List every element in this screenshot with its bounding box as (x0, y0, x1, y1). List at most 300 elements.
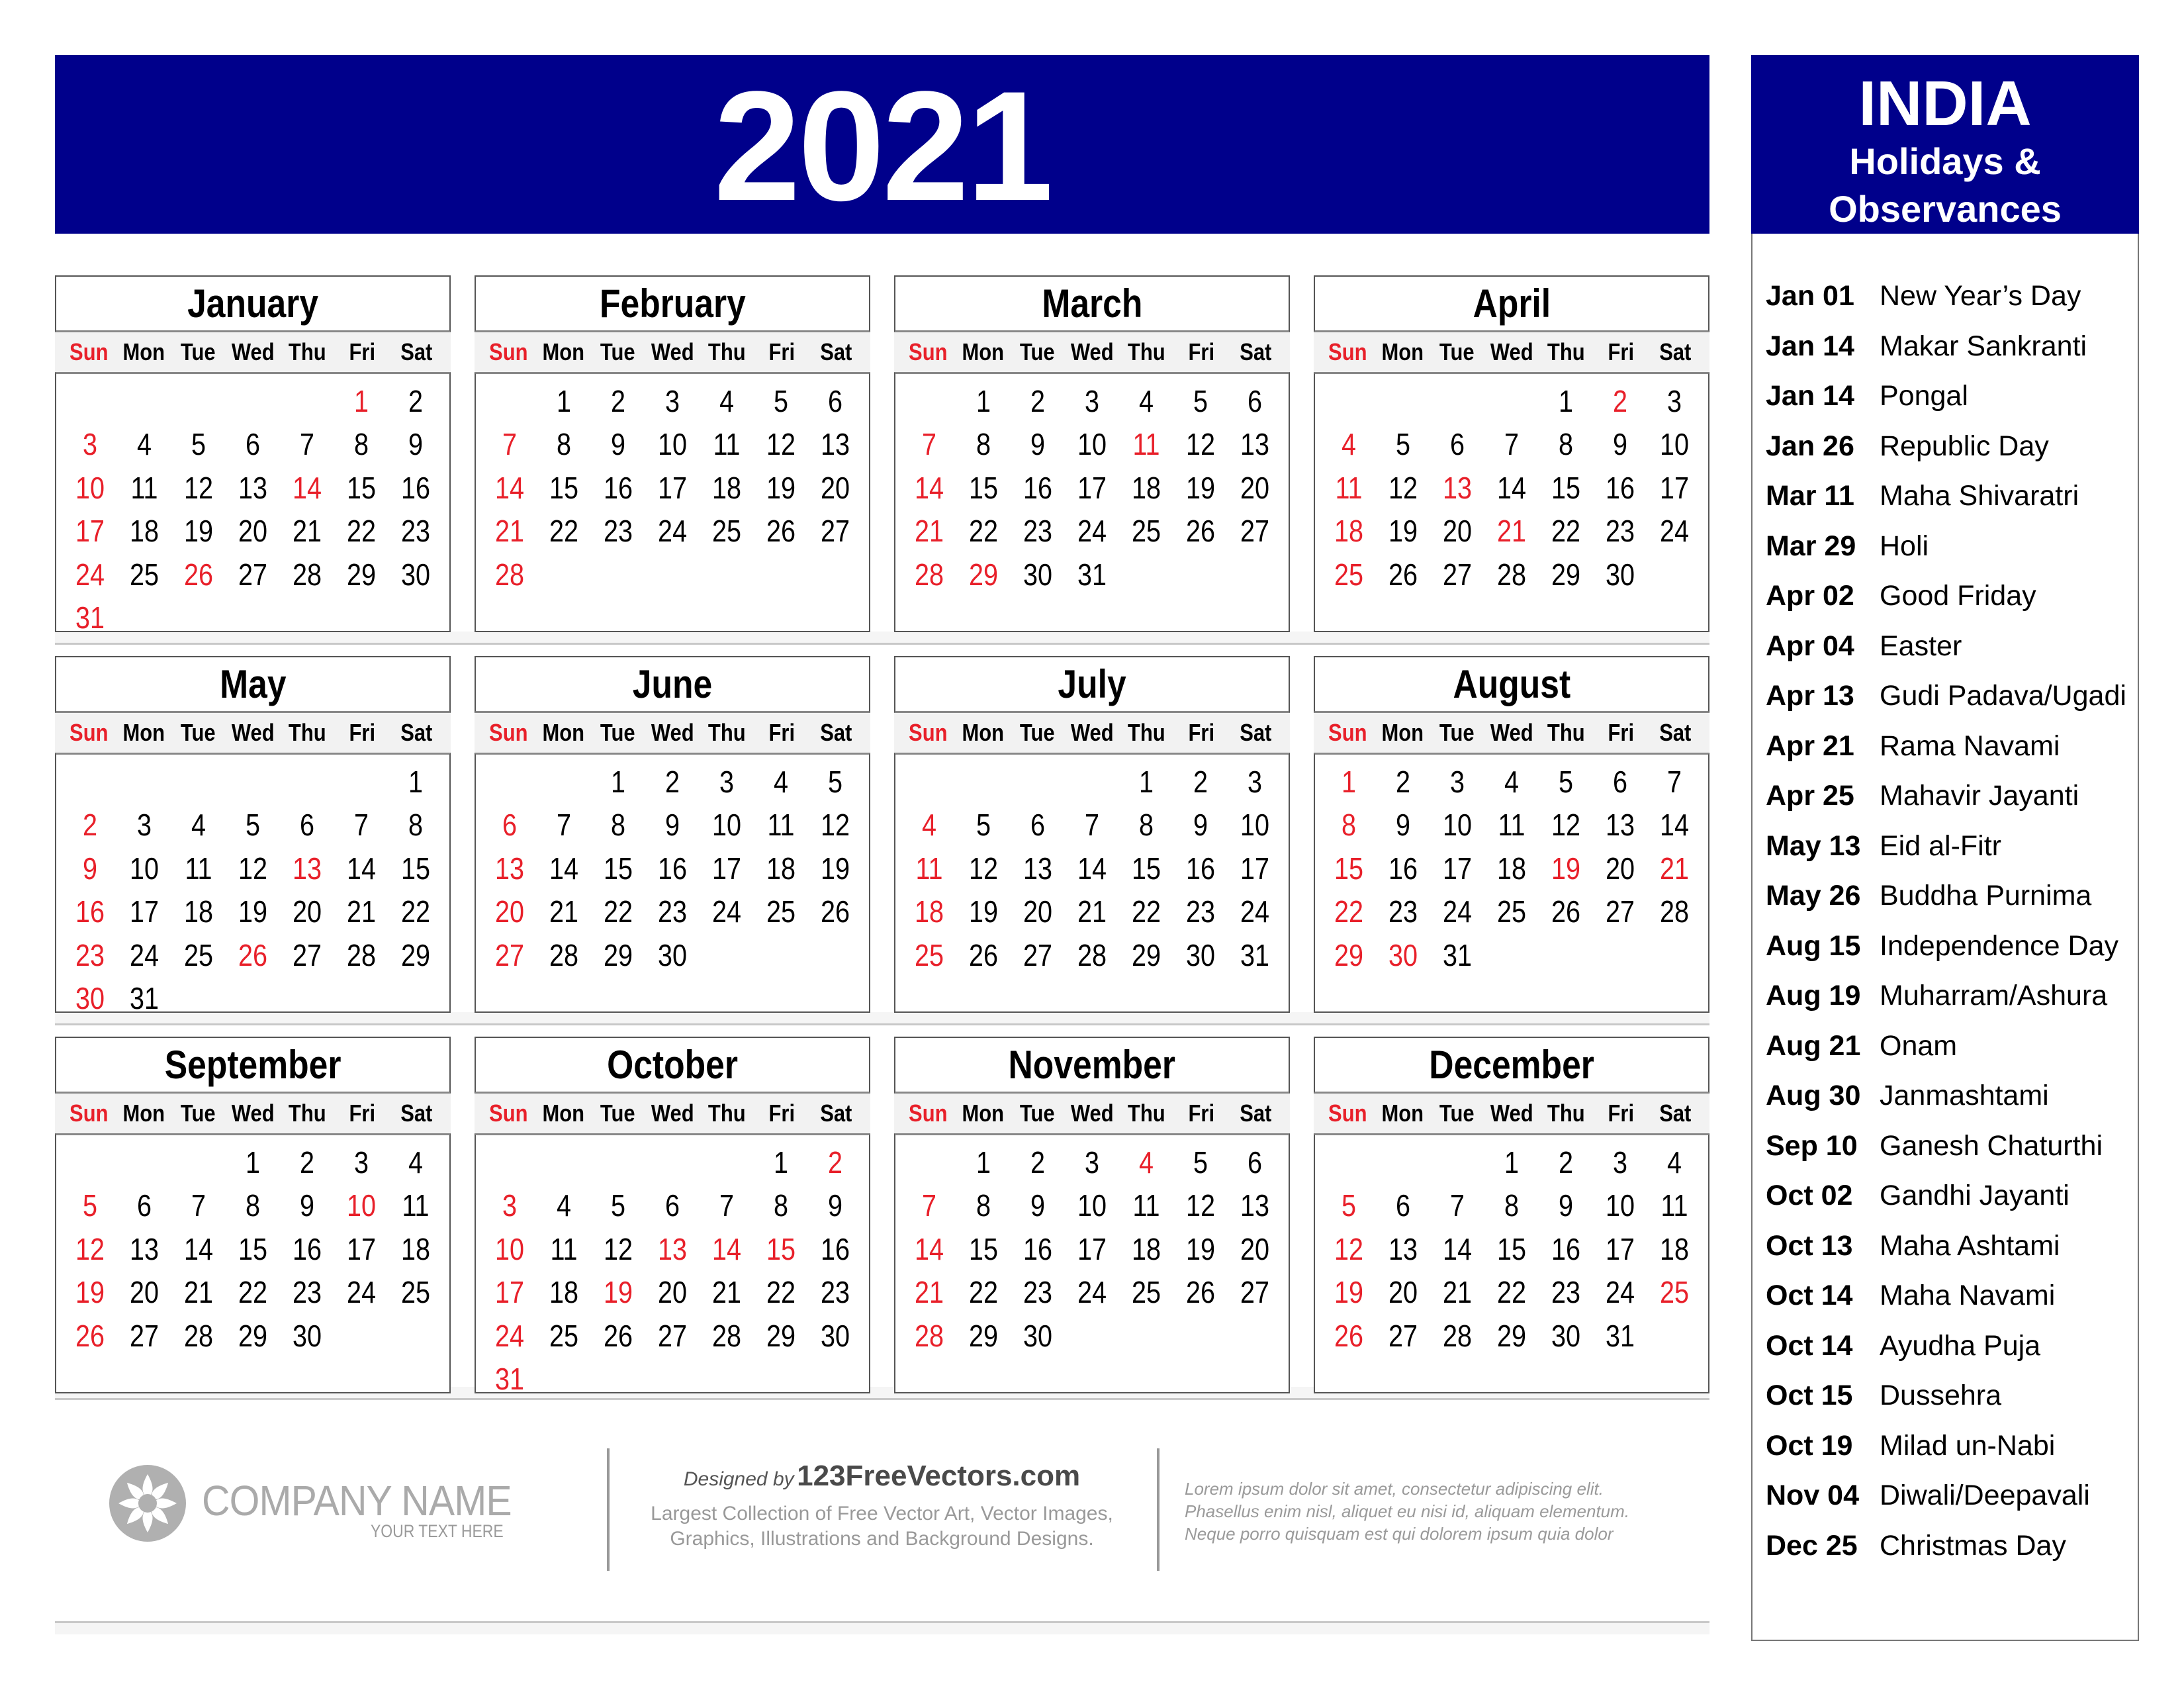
weekday-label: Wed (651, 719, 694, 746)
day-grid (894, 753, 1290, 1013)
month-december (1314, 1037, 1709, 1393)
day-cell: 26 (1388, 557, 1418, 592)
day-cell: 24 (1077, 1275, 1107, 1310)
day-cell: 20 (238, 514, 267, 549)
day-cell: 18 (1131, 1231, 1161, 1266)
day-cell: 22 (1551, 514, 1580, 549)
weekday-label: Fri (1608, 719, 1634, 746)
empty-day-cell (121, 379, 168, 423)
holiday-name: Maha Ashtami (1880, 1229, 2060, 1262)
weekday-label: Fri (768, 338, 795, 365)
day-cell: 21 (183, 1275, 213, 1310)
day-cell: 28 (1442, 1318, 1472, 1353)
day-cell: 24 (1605, 1275, 1635, 1310)
day-cell: 24 (346, 1275, 376, 1310)
day-cell: 26 (1185, 514, 1215, 549)
weekday-label: Thu (708, 1100, 746, 1127)
weekday-label: Tue (600, 719, 635, 746)
month-title-label: October (607, 1043, 738, 1087)
day-cell: 1 (408, 764, 424, 799)
day-cell: 10 (129, 851, 159, 886)
empty-day-cell (486, 379, 533, 423)
weekday-label: Tue (181, 719, 216, 746)
empty-day-cell (284, 379, 331, 423)
day-cell: 4 (556, 1188, 572, 1223)
day-cell: 12 (820, 808, 850, 843)
day-cell: 4 (1138, 383, 1154, 418)
day-cell: 7 (1666, 764, 1682, 799)
weekday-header (894, 713, 1290, 753)
empty-day-cell (67, 379, 114, 423)
empty-day-cell (1434, 379, 1481, 423)
weekday-label: Wed (651, 338, 694, 365)
day-cell: 30 (1388, 937, 1418, 972)
day-cell: 21 (1659, 851, 1689, 886)
day-cell: 2 (408, 383, 424, 418)
lorem-line2: Phasellus enim nisl, aliquet eu nisi id, aliquam elementum. (1185, 1501, 1630, 1521)
weekday-label: Thu (708, 338, 746, 365)
day-cell: 2 (1612, 383, 1628, 418)
holiday-list-item (1766, 1371, 2001, 1421)
day-cell: 4 (1138, 1145, 1154, 1180)
day-cell: 6 (502, 808, 518, 843)
month-title-label: November (1008, 1043, 1176, 1087)
day-cell: 20 (129, 1275, 159, 1310)
holiday-name: Diwali/Deepavali (1880, 1479, 2090, 1511)
day-cell: 9 (1612, 427, 1628, 462)
weekday-label: Mon (962, 1100, 1004, 1127)
day-cell: 27 (292, 937, 322, 972)
holiday-date: May 13 (1766, 829, 1861, 862)
day-cell: 22 (346, 514, 376, 549)
empty-day-cell (595, 1141, 642, 1184)
day-cell: 1 (773, 1145, 789, 1180)
day-cell: 17 (1077, 470, 1107, 505)
weekday-label: Sat (1659, 719, 1692, 746)
day-cell: 20 (292, 894, 322, 929)
company-name: COMPANY NAME (202, 1477, 512, 1524)
day-cell: 8 (556, 427, 572, 462)
holiday-date: Aug 15 (1766, 929, 1861, 962)
weekday-label: Wed (231, 1100, 275, 1127)
day-cell: 28 (494, 557, 524, 592)
day-cell: 8 (1558, 427, 1574, 462)
weekday-label: Mon (962, 338, 1004, 365)
holiday-date: Nov 04 (1766, 1479, 1860, 1511)
day-cell: 3 (82, 427, 98, 462)
holiday-name: Milad un-Nabi (1880, 1429, 2056, 1462)
day-cell: 28 (914, 557, 944, 592)
day-cell: 17 (711, 851, 741, 886)
month-title (894, 275, 1290, 332)
day-cell: 3 (1084, 1145, 1100, 1180)
month-january (55, 275, 451, 635)
day-cell: 30 (400, 557, 430, 592)
weekday-header (475, 713, 870, 753)
day-cell: 2 (1030, 383, 1046, 418)
day-cell: 2 (1395, 764, 1411, 799)
day-cell: 9 (827, 1188, 843, 1223)
site-tagline (607, 1501, 1157, 1552)
empty-day-cell (541, 1141, 588, 1184)
day-cell: 9 (1558, 1188, 1574, 1223)
day-cell: 21 (494, 514, 524, 549)
weekday-label: Tue (1020, 719, 1055, 746)
day-cell: 5 (245, 808, 261, 843)
day-cell: 8 (976, 427, 991, 462)
day-cell: 15 (1496, 1231, 1526, 1266)
holiday-list-item (1766, 671, 2126, 721)
day-cell: 14 (494, 470, 524, 505)
day-cell: 15 (968, 470, 998, 505)
day-cell: 21 (711, 1275, 741, 1310)
day-cell: 2 (1030, 1145, 1046, 1180)
day-cell: 17 (1442, 851, 1472, 886)
holiday-list-item (1766, 571, 2036, 621)
day-grid (1314, 1133, 1709, 1393)
weekday-header (1314, 1094, 1709, 1133)
day-cell: 23 (820, 1275, 850, 1310)
empty-day-cell (541, 760, 588, 804)
day-cell: 4 (1504, 764, 1520, 799)
day-cell: 7 (556, 808, 572, 843)
day-cell: 21 (914, 1275, 944, 1310)
day-cell: 13 (1023, 851, 1052, 886)
month-title-label: April (1473, 281, 1551, 326)
holiday-date: Oct 02 (1766, 1180, 1853, 1211)
day-cell: 27 (494, 937, 524, 972)
day-cell: 11 (1335, 470, 1363, 505)
holidays-panel-header (1751, 55, 2139, 234)
weekday-header (1314, 713, 1709, 753)
day-cell: 7 (502, 427, 518, 462)
day-cell: 4 (1341, 427, 1357, 462)
day-cell: 17 (75, 514, 105, 549)
weekday-label: Thu (1128, 1100, 1165, 1127)
day-cell: 14 (292, 470, 322, 505)
holiday-name: Dussehra (1880, 1380, 2002, 1411)
day-cell: 27 (238, 557, 267, 592)
day-cell: 25 (711, 514, 741, 549)
day-cell: 20 (1240, 470, 1269, 505)
holiday-name: Christmas Day (1880, 1529, 2066, 1562)
empty-day-cell (906, 760, 953, 804)
day-cell: 14 (1442, 1231, 1472, 1266)
day-cell: 2 (1193, 764, 1208, 799)
day-cell: 3 (1084, 383, 1100, 418)
day-cell: 19 (1185, 470, 1215, 505)
day-cell: 24 (494, 1318, 524, 1353)
day-cell: 7 (1449, 1188, 1465, 1223)
weekday-label: Mon (122, 338, 165, 365)
day-cell: 5 (191, 427, 206, 462)
day-cell: 16 (603, 470, 633, 505)
day-cell: 2 (610, 383, 626, 418)
day-cell: 20 (494, 894, 524, 929)
month-title-label: September (164, 1043, 341, 1087)
day-cell: 2 (82, 808, 98, 843)
month-title-label: February (599, 281, 746, 326)
day-cell: 12 (183, 470, 213, 505)
day-cell: 19 (603, 1275, 633, 1310)
weekday-label: Fri (1608, 338, 1634, 365)
holiday-list-item (1766, 622, 1962, 671)
day-cell: 1 (610, 764, 626, 799)
day-cell: 21 (1077, 894, 1107, 929)
day-cell: 28 (1077, 937, 1107, 972)
day-cell: 20 (1442, 514, 1472, 549)
holiday-name: Maha Navami (1880, 1280, 2056, 1311)
day-cell: 31 (1077, 557, 1107, 592)
day-cell: 19 (766, 470, 796, 505)
day-cell: 9 (664, 808, 680, 843)
day-cell: 28 (914, 1318, 944, 1353)
day-cell: 3 (502, 1188, 518, 1223)
day-cell: 4 (921, 808, 937, 843)
day-cell: 17 (129, 894, 159, 929)
day-cell: 5 (1193, 1145, 1208, 1180)
day-cell: 7 (191, 1188, 206, 1223)
month-title-label: June (632, 662, 713, 706)
holiday-date: Apr 02 (1766, 580, 1854, 612)
holiday-name: Ganesh Chaturthi (1880, 1129, 2103, 1162)
day-cell: 13 (129, 1231, 159, 1266)
day-cell: 10 (1077, 1188, 1107, 1223)
month-title (894, 1037, 1290, 1094)
weekday-label: Thu (1128, 719, 1165, 746)
day-cell: 10 (346, 1188, 376, 1223)
day-cell: 18 (1496, 851, 1526, 886)
day-cell: 18 (1659, 1231, 1689, 1266)
weekday-label: Tue (600, 1100, 635, 1127)
holiday-list-item (1766, 921, 2118, 971)
holiday-list-item (1766, 471, 2079, 521)
month-september (55, 1037, 451, 1393)
day-cell: 9 (1193, 808, 1208, 843)
day-cell: 23 (1185, 894, 1215, 929)
day-cell: 29 (238, 1318, 267, 1353)
empty-day-cell (1326, 1141, 1373, 1184)
day-cell: 30 (657, 937, 687, 972)
day-cell: 22 (1496, 1275, 1526, 1310)
holiday-name: Makar Sankranti (1880, 330, 2087, 362)
weekday-label: Fri (1188, 1100, 1214, 1127)
weekday-label: Sun (69, 719, 109, 746)
footer-bottom-strip (55, 1621, 1709, 1634)
day-grid (475, 753, 870, 1013)
month-title (475, 275, 870, 332)
day-cell: 31 (1442, 937, 1472, 972)
day-cell: 7 (299, 427, 315, 462)
weekday-label: Sun (1328, 719, 1367, 746)
day-cell: 18 (914, 894, 944, 929)
day-cell: 29 (1131, 937, 1161, 972)
day-cell: 14 (346, 851, 376, 886)
day-cell: 23 (292, 1275, 322, 1310)
company-tagline: YOUR TEXT HERE (371, 1521, 504, 1541)
holiday-date: Mar 11 (1766, 480, 1854, 512)
day-cell: 12 (1185, 1188, 1215, 1223)
lorem-line1: Lorem ipsum dolor sit amet, consectetur adipiscing elit. (1185, 1479, 1604, 1499)
empty-day-cell (175, 379, 222, 423)
day-cell: 3 (664, 383, 680, 418)
day-cell: 18 (766, 851, 796, 886)
day-cell: 16 (1605, 470, 1635, 505)
weekday-label: Fri (349, 719, 375, 746)
designed-by-label: Designed by (683, 1468, 794, 1490)
empty-day-cell (1015, 760, 1062, 804)
day-cell: 29 (1496, 1318, 1526, 1353)
month-title (55, 275, 451, 332)
day-cell: 23 (400, 514, 430, 549)
day-cell: 25 (400, 1275, 430, 1310)
day-grid (55, 372, 451, 635)
day-cell: 16 (1023, 1231, 1052, 1266)
day-cell: 14 (914, 1231, 944, 1266)
day-cell: 25 (1496, 894, 1526, 929)
day-cell: 6 (1030, 808, 1046, 843)
holiday-list-item (1766, 271, 2081, 321)
day-cell: 29 (968, 557, 998, 592)
empty-day-cell (1488, 379, 1535, 423)
empty-day-cell (1069, 760, 1116, 804)
day-cell: 24 (1077, 514, 1107, 549)
empty-day-cell (338, 760, 385, 804)
day-cell: 15 (346, 470, 376, 505)
day-cell: 25 (1131, 514, 1161, 549)
empty-day-cell (175, 760, 222, 804)
weekday-label: Fri (1188, 338, 1214, 365)
day-cell: 24 (711, 894, 741, 929)
day-cell: 26 (1334, 1318, 1363, 1353)
day-cell: 11 (1498, 808, 1525, 843)
weekday-label: Mon (542, 338, 584, 365)
holiday-name: Eid al-Fitr (1880, 829, 2001, 862)
day-cell: 6 (1395, 1188, 1411, 1223)
lorem-line3: Neque porro quisquam est qui dolorem ipsum quia dolor (1185, 1524, 1614, 1544)
day-cell: 5 (773, 383, 789, 418)
month-title-label: August (1453, 662, 1570, 706)
day-cell: 12 (1185, 427, 1215, 462)
day-cell: 10 (1442, 808, 1472, 843)
day-cell: 6 (827, 383, 843, 418)
holiday-name: Ayudha Puja (1880, 1329, 2041, 1362)
weekday-label: Tue (1020, 338, 1055, 365)
day-cell: 20 (1605, 851, 1635, 886)
day-cell: 30 (1023, 1318, 1052, 1353)
day-grid (55, 753, 451, 1016)
weekday-label: Sat (820, 338, 852, 365)
day-cell: 15 (400, 851, 430, 886)
day-cell: 26 (766, 514, 796, 549)
designed-by-site-link[interactable]: 123FreeVectors.com (797, 1460, 1081, 1492)
holiday-date: Apr 25 (1766, 780, 1854, 812)
day-cell: 31 (129, 981, 159, 1016)
day-cell: 7 (921, 1188, 937, 1223)
day-cell: 5 (1193, 383, 1208, 418)
weekday-label: Tue (1439, 719, 1475, 746)
holiday-name: Onam (1880, 1029, 1958, 1062)
day-cell: 13 (1240, 427, 1269, 462)
empty-day-cell (67, 1141, 114, 1184)
weekday-label: Mon (962, 719, 1004, 746)
day-cell: 25 (766, 894, 796, 929)
day-cell: 29 (1551, 557, 1580, 592)
year-title: 2021 (713, 59, 1051, 234)
weekday-label: Sat (400, 338, 433, 365)
weekday-label: Tue (600, 338, 635, 365)
day-cell: 14 (183, 1231, 213, 1266)
day-cell: 30 (292, 1318, 322, 1353)
holiday-name: Easter (1880, 630, 1962, 662)
month-november (894, 1037, 1290, 1393)
day-cell: 23 (1023, 1275, 1052, 1310)
holiday-date: Sep 10 (1766, 1129, 1858, 1162)
day-cell: 24 (75, 557, 105, 592)
day-cell: 23 (75, 937, 105, 972)
weekday-label: Sun (69, 1100, 109, 1127)
weekday-label: Wed (1490, 719, 1533, 746)
footer-divider (1157, 1448, 1160, 1571)
empty-day-cell (121, 760, 168, 804)
day-cell: 1 (976, 383, 991, 418)
empty-day-cell (284, 760, 331, 804)
day-cell: 6 (245, 427, 261, 462)
day-cell: 10 (1659, 427, 1689, 462)
day-cell: 13 (1388, 1231, 1418, 1266)
row-divider-strip (55, 632, 1709, 645)
day-cell: 10 (1605, 1188, 1635, 1223)
row-divider-strip (55, 1012, 1709, 1025)
weekday-header (1314, 332, 1709, 372)
month-title (55, 1037, 451, 1094)
day-cell: 21 (1496, 514, 1526, 549)
day-cell: 12 (238, 851, 267, 886)
day-cell: 3 (136, 808, 152, 843)
day-cell: 23 (1551, 1275, 1580, 1310)
holiday-list-item (1766, 1321, 2040, 1371)
month-title-label: December (1429, 1043, 1594, 1087)
day-cell: 15 (1334, 851, 1363, 886)
day-cell: 4 (719, 383, 735, 418)
empty-day-cell (67, 760, 114, 804)
day-cell: 23 (1388, 894, 1418, 929)
weekday-label: Sat (1240, 719, 1272, 746)
day-cell: 1 (245, 1145, 261, 1180)
month-october (475, 1037, 870, 1397)
day-cell: 28 (183, 1318, 213, 1353)
day-cell: 10 (494, 1231, 524, 1266)
weekday-label: Sat (1659, 1100, 1692, 1127)
empty-day-cell (486, 760, 533, 804)
day-cell: 30 (1551, 1318, 1580, 1353)
empty-day-cell (960, 760, 1007, 804)
holiday-name: Maha Shivaratri (1880, 480, 2079, 512)
weekday-header (475, 1094, 870, 1133)
holiday-name: Janmashtami (1880, 1080, 2049, 1111)
day-cell: 19 (1185, 1231, 1215, 1266)
day-cell: 21 (292, 514, 322, 549)
day-cell: 8 (773, 1188, 789, 1223)
weekday-label: Wed (231, 719, 275, 746)
day-cell: 19 (238, 894, 267, 929)
weekday-label: Fri (1608, 1100, 1634, 1127)
day-cell: 13 (494, 851, 524, 886)
weekday-label: Mon (542, 1100, 584, 1127)
weekday-label: Fri (349, 338, 375, 365)
day-cell: 18 (711, 470, 741, 505)
holiday-date: Dec 25 (1766, 1529, 1858, 1562)
